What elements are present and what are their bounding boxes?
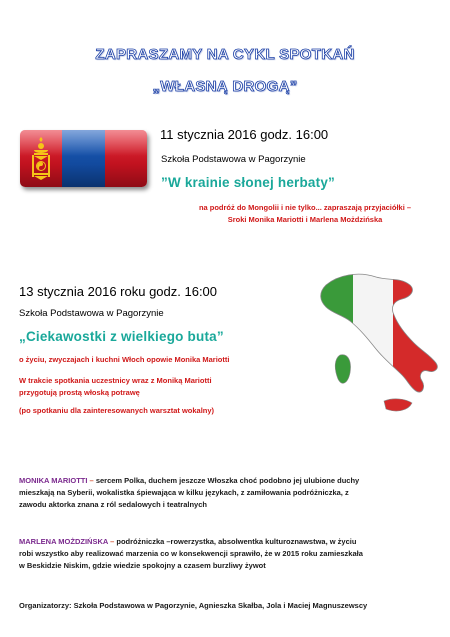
mongolia-flag-icon [20, 130, 147, 187]
event2-place: Szkoła Podstawowa w Pagorzynie [19, 308, 164, 319]
event1-description-line1: na podróż do Mongolii i nie tylko... zapraszają przyjaciółki – [198, 203, 412, 212]
bio-monika-mariotti [19, 475, 434, 511]
organizers-footer: Organizatorzy: Szkoła Podstawowa w Pagorzynie, Agnieszka Skałba, Jola i Maciej Magnuszewscy [19, 601, 368, 610]
event1-place: Szkoła Podstawowa w Pagorzynie [161, 154, 306, 165]
event2-description-block [19, 375, 279, 399]
bio1-line3: zawodu aktorka znana z ról sedalowych i teatralnych [19, 500, 207, 509]
soyombo-icon [31, 136, 51, 182]
event1-date: 11 stycznia 2016 godz. 16:00 [160, 127, 329, 142]
bio1-name: MONIKA MARIOTTI [19, 476, 88, 485]
bio2-line2: robi wszystko aby realizować marzenia co w konsekwencji sprawiło, że w 2015 roku zamieszkała [19, 549, 363, 558]
event2-description-line2: W trakcie spotkania uczestnicy wraz z Moniką Mariotti [19, 376, 212, 385]
bio1-line1: sercem Polka, duchem jeszcze Włoszka choć podobno jej ulubione duchy [95, 476, 360, 485]
bio2-name: MARLENA MOŻDZIŃSKA [19, 537, 109, 546]
header-title-line1: ZAPRASZAMY NA CYKL SPOTKAŃ [95, 46, 355, 63]
event1-description-line2: Sroki Monika Mariotti i Marlena Możdzińska [227, 215, 383, 224]
bio2-line1: podróżniczka –rowerzystka, absolwentka kulturoznawstwa, w życiu [116, 537, 357, 546]
event2-description-line3: przygotują prostą włoską potrawę [19, 388, 140, 397]
bio-marlena-mozdzinska [19, 536, 434, 572]
bio2-line3: w Beskidzie Niskim, gdzie wiedzie spokojny a czasem burzliwy żywot [19, 561, 266, 570]
header-title-line2: „WŁASNĄ DROGĄ” [152, 78, 298, 95]
event2-description-line1: o życiu, zwyczajach i kuchni Włoch opowie Monika Mariotti [19, 355, 230, 364]
bio2-separator: – [108, 537, 117, 546]
bio1-line2: mieszkają na Syberii, wokalistka śpiewająca w kilku językach, z zamiłowania podróżniczka, z [19, 488, 349, 497]
event1-title: ”W krainie słonej herbaty” [161, 175, 335, 190]
bio1-separator: – [87, 476, 96, 485]
event2-description-line4: (po spotkaniu dla zainteresowanych warsztat wokalny) [19, 406, 215, 415]
event2-title: „Ciekawostki z wielkiego buta” [19, 329, 224, 344]
event1-description [170, 202, 440, 226]
event2-date: 13 stycznia 2016 roku godz. 16:00 [19, 284, 218, 299]
italy-map-icon [298, 263, 448, 443]
